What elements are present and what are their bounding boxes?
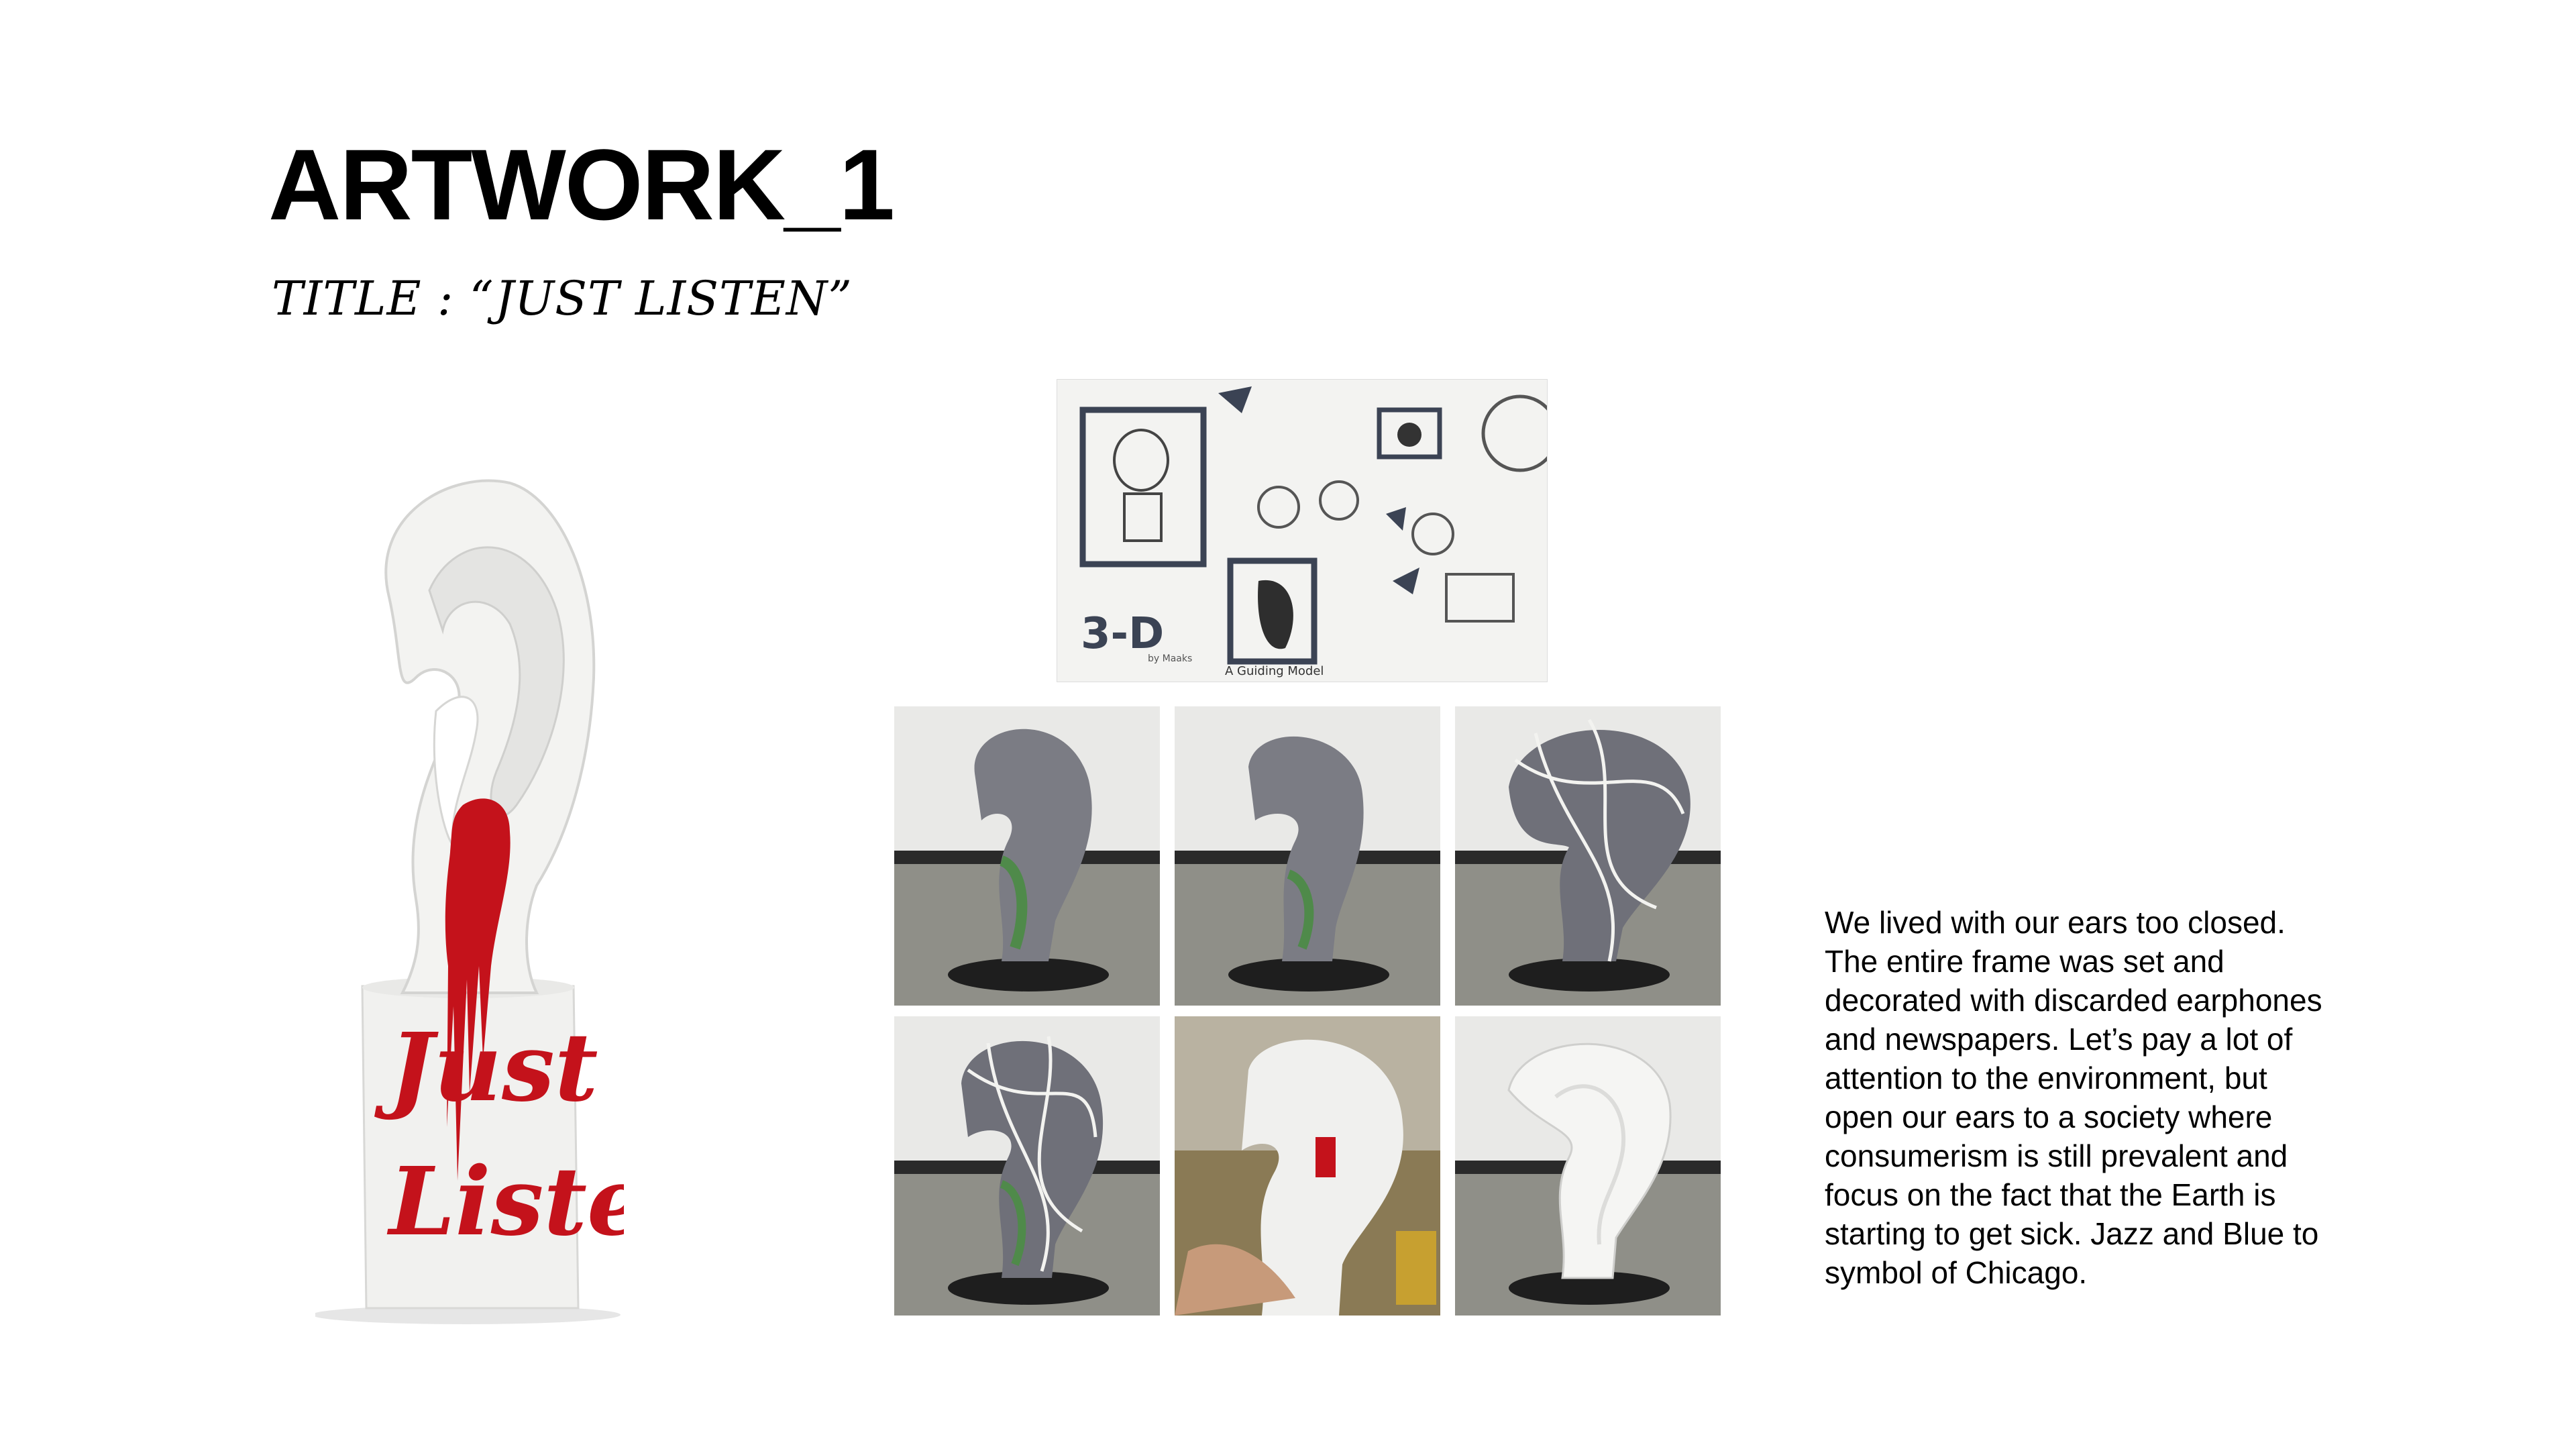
process-photo-6 [1455,1016,1721,1316]
sketch-caption: A Guiding Model [1225,664,1324,678]
process-photo-2 [1175,706,1440,1006]
process-photo-4 [894,1016,1160,1316]
process-photo-1 [894,706,1160,1006]
sketch-3d-label: 3-D [1081,609,1165,659]
artwork-heading: ARTWORK_1 [268,128,894,241]
sculpture-photo [315,456,624,1328]
process-photo-5 [1175,1016,1440,1316]
artwork-title: TITLE : “JUST LISTEN” [272,271,853,326]
artwork-description: We lived with our ears too closed. The entire frame was set and decorated with discarded earphones and newspapers. Let’s pay a lot of attention to the environment, but open our ears to a society where consumerism is still prevalent and focus on the fact that the Earth is starting to get sick. Jazz and Blue to symbol of Chicago. [1825,905,2322,1290]
sketch-signature: by Maaks [1148,653,1193,664]
pedestal-text-line2: Liste [389,1147,624,1257]
process-photo-3 [1455,706,1721,1006]
pedestal-text-line1: Just [389,1013,598,1123]
concept-sketch-image [1057,379,1548,682]
